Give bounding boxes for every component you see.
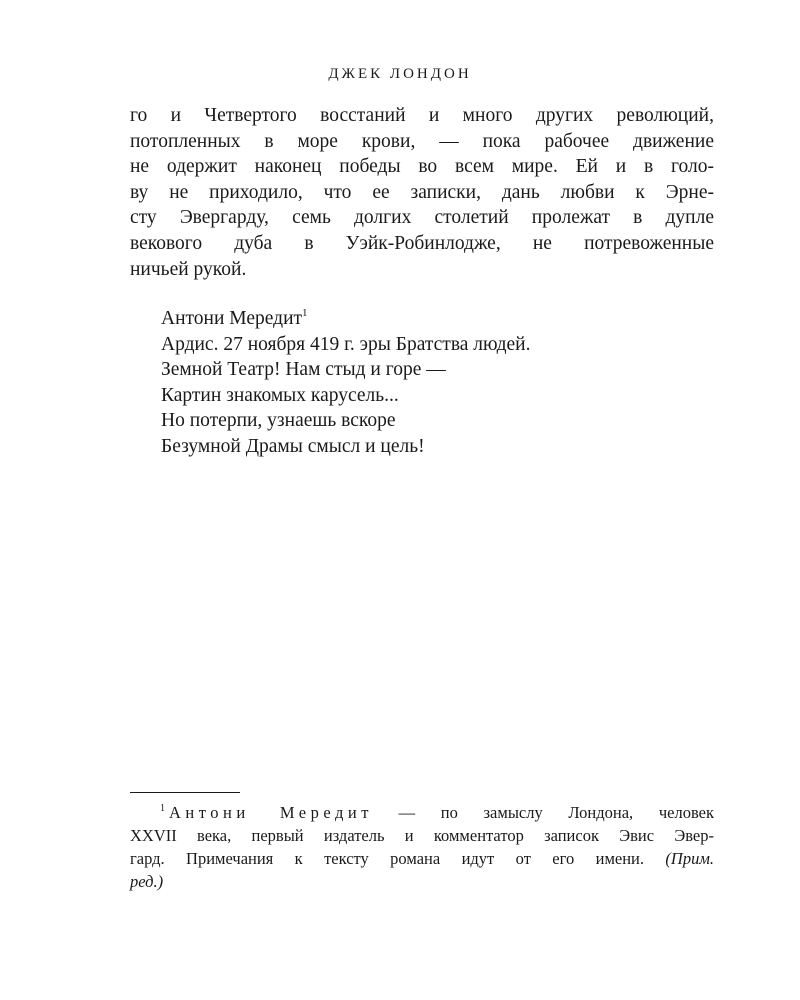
footnote-text: — по замыслу Лондона, человек [372, 803, 714, 822]
footnote-text: гард. Примечания к тексту романа идут от его имени. [130, 849, 666, 868]
footnote [130, 801, 714, 893]
verse-line: Земной Театр! Нам стыд и горе — [161, 359, 446, 381]
verse-block [161, 306, 721, 460]
footnote-divider [130, 792, 240, 793]
body-line: векового дуба в Уэйк-Робинлодже, не потревоженные [130, 232, 714, 254]
body-paragraph [130, 103, 714, 282]
verse-author-line [161, 306, 721, 332]
footnote-reference: 1 [302, 307, 308, 319]
body-line: ничьей рукой. [130, 258, 247, 280]
verse-line: Но потерпи, узнаешь вскоре [161, 410, 396, 432]
verse-dateline: Ардис. 27 ноября 419 г. эры Братства людей. [161, 333, 531, 355]
footnote-editor-note: (Прим. [665, 849, 714, 868]
body-line: го и Четвертого восстаний и много других революций, [130, 105, 714, 126]
running-head: ДЖЕК ЛОНДОН [328, 66, 472, 82]
verse-author: Антони Мередит [161, 308, 303, 329]
body-line: не одержит наконец победы во всем мире. Ей и в голо- [130, 156, 714, 178]
footnote-line: XXVII века, первый издатель и комментатор записок Эвис Эвер- [130, 826, 714, 845]
footnote-editor-note: ред.) [130, 872, 164, 891]
verse-line: Безумной Драмы смысл и цель! [161, 435, 425, 457]
footnote-term: Антони Мередит [169, 803, 373, 822]
verse-line: Картин знакомых карусель... [161, 384, 399, 406]
body-line: сту Эвергарду, семь долгих столетий пролежат в дупле [130, 207, 714, 229]
body-line: ву не приходило, что ее записки, дань любви к Эрне- [130, 181, 714, 203]
footnote-line [130, 801, 714, 824]
footnote-line [130, 847, 714, 870]
body-line: потопленных в море крови, — пока рабочее движение [130, 130, 714, 152]
footnote-mark: 1 [160, 803, 165, 814]
